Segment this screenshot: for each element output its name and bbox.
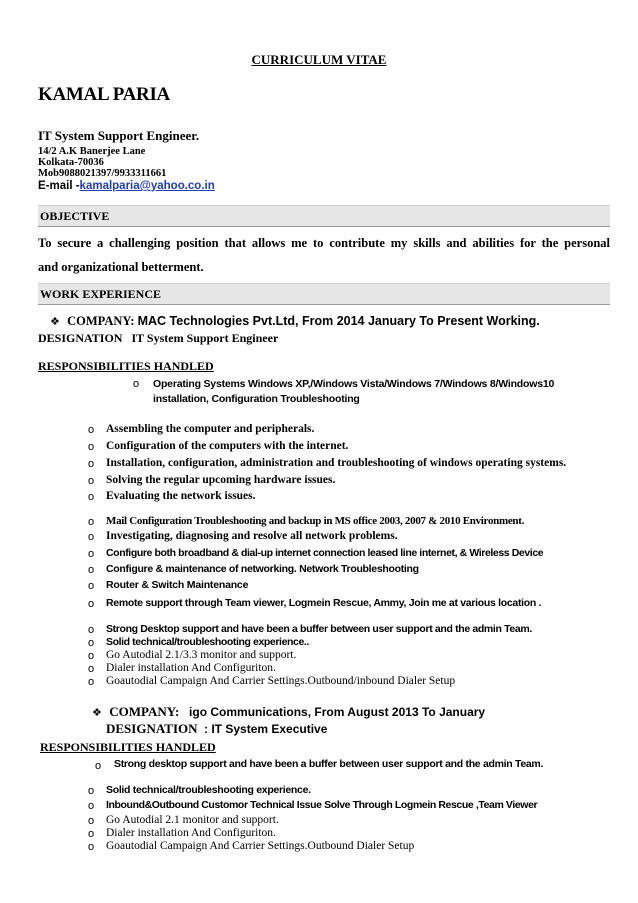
circle-bullet-icon: o xyxy=(133,378,140,390)
job2-support-item: Strong desktop support and have been a buffer between user support and the admin Team. xyxy=(114,758,544,770)
objective-heading-bar xyxy=(38,205,610,227)
job2-company-name: igo Communications, From August 2013 To January xyxy=(189,705,486,719)
job1-duty-item: Configuration of the computers with the internet. xyxy=(106,440,349,452)
circle-bullet-icon: o xyxy=(88,475,95,487)
circle-bullet-icon: o xyxy=(88,663,95,675)
job1-os-item: Operating Systems Windows XP,/Windows Vista/Windows 7/Windows 8/Windows10 xyxy=(153,378,555,390)
document-title: CURRICULUM VITAE xyxy=(251,52,387,67)
circle-bullet-icon: o xyxy=(88,650,95,662)
job1-os-item-cont: installation, Configuration Troubleshooting xyxy=(153,393,360,405)
circle-bullet-icon: o xyxy=(88,828,95,840)
job2-company-label: COMPANY: xyxy=(109,704,180,719)
job2-duty-item: Inbound&Outbound Customor Technical Issue Solve Through Logmein Rescue ,Team Viewer xyxy=(106,799,538,811)
job1-support-item: Goautodial Campaign And Carrier Settings.Outbound/inbound Dialer Setup xyxy=(106,675,456,687)
address-line-1: 14/2 A.K Banerjee Lane xyxy=(38,146,146,157)
job1-duty-item: Assembling the computer and peripherals. xyxy=(106,423,315,435)
job1-duty-item: Installation, configuration, administration and troubleshooting of windows operating systems. xyxy=(106,457,567,469)
objective-text-line-2: and organizational betterment. xyxy=(38,260,204,274)
circle-bullet-icon: o xyxy=(88,531,95,543)
job2-duty-item: Go Autodial 2.1 monitor and support. xyxy=(106,814,279,826)
job1-network-item: Router & Switch Maintenance xyxy=(106,579,249,591)
email-label: E-mail - xyxy=(38,180,80,192)
circle-bullet-icon: o xyxy=(88,564,95,576)
job1-mail-item: Mail Configuration Troubleshooting and backup in MS office 2003, 2007 & 2010 Environment. xyxy=(106,515,525,527)
circle-bullet-icon: o xyxy=(88,624,95,636)
email-line xyxy=(38,180,215,192)
circle-bullet-icon: o xyxy=(88,458,95,470)
job1-responsibilities-heading: RESPONSIBILITIES HANDLED xyxy=(38,359,214,373)
job1-duty-item: Solving the regular upcoming hardware issues. xyxy=(106,474,336,486)
job1-support-item: Go Autodial 2.1/3.3 monitor and support. xyxy=(106,649,297,661)
circle-bullet-icon: o xyxy=(88,800,95,812)
circle-bullet-icon: o xyxy=(88,841,95,853)
job2-duty-item: Dialer installation And Configuriton. xyxy=(106,827,276,839)
job2-responsibilities-heading: RESPONSIBILITIES HANDLED xyxy=(40,740,216,754)
mobile-number: Mob9088021397/9933311661 xyxy=(38,168,167,179)
objective-heading: OBJECTIVE xyxy=(40,209,110,223)
job1-company-label: COMPANY: xyxy=(67,314,135,328)
job2-designation-line xyxy=(106,721,327,737)
circle-bullet-icon: o xyxy=(88,598,95,610)
job2-duty-item: Goautodial Campaign And Carrier Settings.Outbound Dialer Setup xyxy=(106,840,415,852)
circle-bullet-icon: o xyxy=(88,785,95,797)
job1-network-item: Remote support through Team viewer, Logmein Rescue, Ammy, Join me at various location . xyxy=(106,597,542,609)
job2-company-line xyxy=(92,704,485,720)
circle-bullet-icon: o xyxy=(88,637,95,649)
job1-company-name: MAC Technologies Pvt.Ltd, From 2014 January To Present Working. xyxy=(137,314,540,328)
job1-designation-line xyxy=(38,331,278,346)
diamond-bullet-icon: ❖ xyxy=(92,707,102,719)
job1-company-line xyxy=(50,314,540,329)
circle-bullet-icon: o xyxy=(88,424,95,436)
candidate-name: KAMAL PARIA xyxy=(38,84,170,105)
job1-network-item: Investigating, diagnosing and resolve all network problems. xyxy=(106,530,398,542)
job2-designation-label: DESIGNATION xyxy=(106,721,198,736)
circle-bullet-icon: o xyxy=(88,441,95,453)
job1-network-item: Configure & maintenance of networking. Network Troubleshooting xyxy=(106,563,419,575)
diamond-bullet-icon: ❖ xyxy=(50,316,60,328)
circle-bullet-icon: o xyxy=(88,548,95,560)
circle-bullet-icon: o xyxy=(88,676,95,688)
job1-support-item: Strong Desktop support and have been a buffer between user support and the admin Team. xyxy=(106,623,532,635)
job1-support-item: Solid technical/troubleshooting experience.. xyxy=(106,636,309,648)
job1-designation: IT System Support Engineer xyxy=(131,331,279,345)
work-experience-heading: WORK EXPERIENCE xyxy=(40,287,162,301)
job1-network-item: Configure both broadband & dial-up internet connection leased line internet, & Wireless Device xyxy=(106,547,544,559)
circle-bullet-icon: o xyxy=(95,760,102,772)
job2-designation: : IT System Executive xyxy=(204,722,328,736)
circle-bullet-icon: o xyxy=(88,815,95,827)
work-experience-heading-bar xyxy=(38,283,610,305)
job2-duty-item: Solid technical/troubleshooting experience. xyxy=(106,784,311,796)
objective-text-line-1: To secure a challenging position that allows me to contribute my skills and abilities for the personal xyxy=(38,236,610,250)
candidate-role: IT System Support Engineer. xyxy=(38,128,200,143)
job1-designation-label: DESIGNATION xyxy=(38,331,123,345)
job1-duty-item: Evaluating the network issues. xyxy=(106,490,256,502)
circle-bullet-icon: o xyxy=(88,491,95,503)
email-link[interactable]: kamalparia@yahoo.co.in xyxy=(79,180,215,192)
circle-bullet-icon: o xyxy=(88,516,95,528)
job1-support-item: Dialer installation And Configuriton. xyxy=(106,662,276,674)
address-line-2: Kolkata-70036 xyxy=(38,157,104,168)
circle-bullet-icon: o xyxy=(88,580,95,592)
